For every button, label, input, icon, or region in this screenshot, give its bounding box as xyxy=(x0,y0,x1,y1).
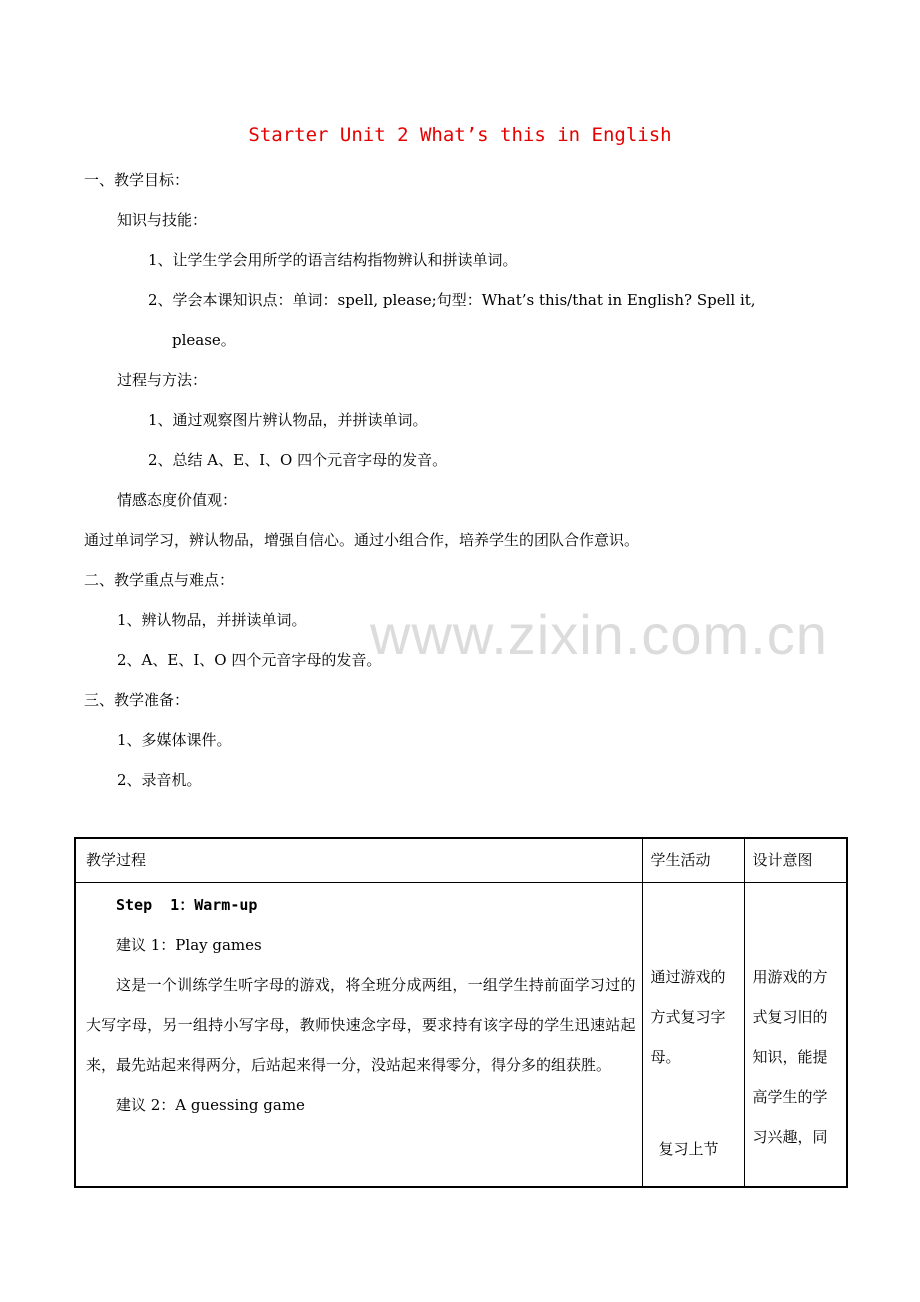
knowledge-label: 知识与技能： xyxy=(117,211,208,229)
process-label: 过程与方法： xyxy=(117,371,208,389)
process-cell xyxy=(75,883,642,1188)
activity-text-1: 通过游戏的方式复习字母。 xyxy=(650,968,726,1066)
header-cell-student-activity: 学生活动 xyxy=(642,838,744,883)
step-title: Step 1：Warm-up xyxy=(116,896,258,914)
key-point-1: 1、辨认物品，并拼读单词。 xyxy=(117,611,307,629)
activity-text-2: 复习上节 xyxy=(658,1140,719,1158)
header-cell-design-intent: 设计意图 xyxy=(744,838,847,883)
suggestion-2: 建议 2：A guessing game xyxy=(116,1096,305,1114)
preparation-item-2: 2、录音机。 xyxy=(117,771,202,789)
key-point-2: 2、A、E、I、O 四个元音字母的发音。 xyxy=(117,651,382,669)
emotion-text: 通过单词学习，辨认物品，增强自信心。通过小组合作，培养学生的团队合作意识。 xyxy=(84,531,640,549)
knowledge-item-2-line-1: 2、学会本课知识点：单词：spell, please;句型：What’s this/that in English? Spell it, xyxy=(148,291,756,309)
suggestion-1: 建议 1：Play games xyxy=(116,936,262,954)
student-activity-cell xyxy=(642,883,744,1188)
process-item-2: 2、总结 A、E、I、O 四个元音字母的发音。 xyxy=(148,451,448,469)
page-title: Starter Unit 2 What’s this in English xyxy=(248,124,672,146)
section-heading-preparation: 三、教学准备： xyxy=(84,691,190,709)
preparation-item-1: 1、多媒体课件。 xyxy=(117,731,232,749)
section-heading-key-points: 二、教学重点与难点： xyxy=(84,571,235,589)
design-intent-cell xyxy=(744,883,847,1188)
watermark: www.zixin.com.cn xyxy=(370,603,828,666)
process-item-1: 1、通过观察图片辨认物品，并拼读单词。 xyxy=(148,411,428,429)
emotion-label: 情感态度价值观： xyxy=(117,491,238,509)
knowledge-item-2-line-2: please。 xyxy=(172,331,236,349)
knowledge-item-1: 1、让学生学会用所学的语言结构指物辨认和拼读单词。 xyxy=(148,251,518,269)
suggestion-1-description: 这是一个训练学生听字母的游戏，将全班分成两组，一组学生持前面学习过的大写字母，另一组持小写字母，教师快速念字母，要求持有该字母的学生迅速站起来，最先站起来得两分，后站起来得一分，没站起来得零分，得分多的组获胜。 xyxy=(86,976,636,1074)
table-row xyxy=(75,883,847,1188)
lesson-plan-table xyxy=(74,837,848,1188)
section-heading-objectives: 一、教学目标： xyxy=(84,171,190,189)
intent-text: 用游戏的方式复习旧的知识，能提高学生的学习兴趣，同 xyxy=(752,968,828,1146)
header-cell-process: 教学过程 xyxy=(75,838,642,883)
table-header-row xyxy=(75,838,847,883)
